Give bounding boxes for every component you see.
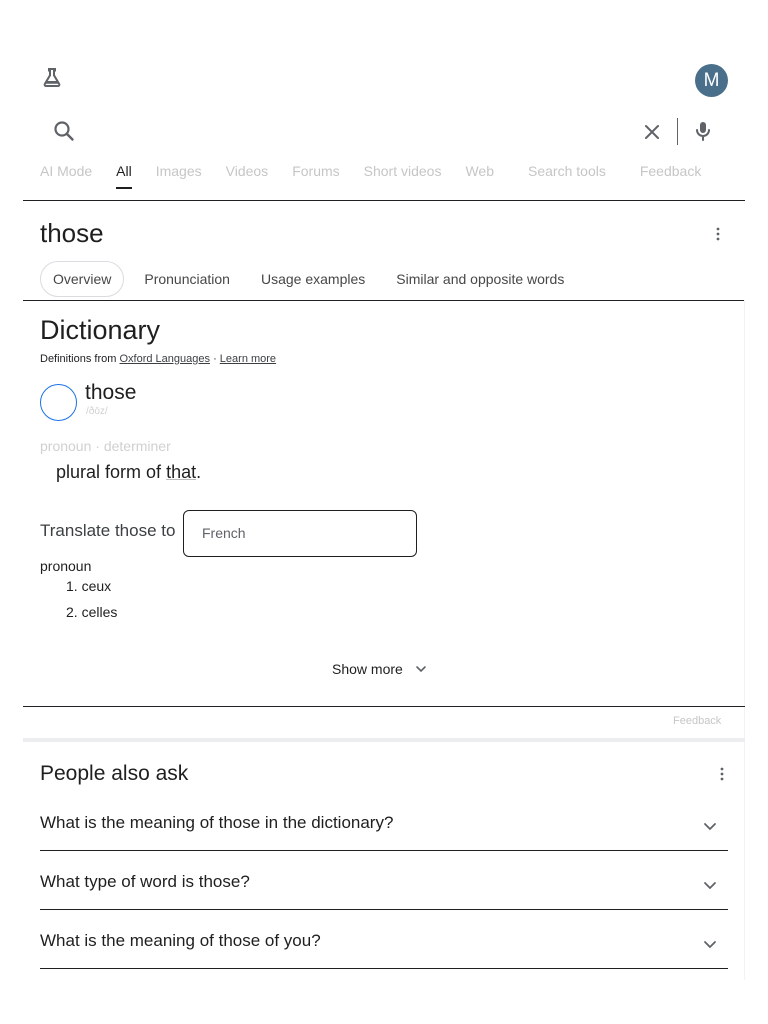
oxford-languages-link[interactable]: Oxford Languages [119,353,210,365]
dictionary-source [40,353,276,365]
clear-icon[interactable] [640,120,664,144]
chevron-down-icon [700,875,720,895]
translate-label: Translate those to [40,521,176,540]
list-item: 1. ceux [66,578,112,594]
tab-short-videos[interactable]: Short videos [363,163,442,179]
panel-border [744,300,745,980]
page-title: those [40,218,104,248]
tab-images[interactable]: Images [155,163,202,179]
chevron-down-icon [700,934,720,954]
subtabs-divider [23,300,745,301]
subtab-similar-opposite[interactable]: Similar and opposite words [396,271,565,287]
part-of-speech: pronoun · determiner [40,438,171,454]
people-also-ask-title: People also ask [40,762,189,785]
definition-xref-link[interactable]: that [166,462,197,482]
tab-ai-mode[interactable]: AI Mode [40,163,93,179]
chevron-down-icon [413,661,429,677]
tab-videos[interactable]: Videos [225,163,269,179]
definition-suffix: . [196,462,202,482]
translation-list [66,578,117,630]
tab-all[interactable]: All [116,163,132,189]
tab-web[interactable]: Web [465,163,495,179]
search-nav-tabs [40,163,725,189]
subtab-pronunciation[interactable]: Pronunciation [144,271,230,287]
chevron-down-icon [700,816,720,836]
search-bar [40,112,730,152]
list-item: 2. celles [66,604,118,620]
microphone-icon[interactable] [691,119,715,143]
paa-question-text: What is the meaning of those of you? [40,931,321,950]
term-subtabs [40,261,581,297]
dictionary-feedback-link[interactable]: Feedback [673,715,722,727]
dictionary-bottom-divider [23,706,745,707]
headword: those [85,381,137,404]
learn-more-link[interactable]: Learn more [219,353,277,365]
search-divider [677,118,678,145]
section-separator [23,738,745,742]
show-more-label: Show more [332,661,403,677]
paa-more-options-icon[interactable] [712,764,732,784]
paa-question[interactable] [40,910,728,969]
source-separator: · [213,353,217,365]
search-icon[interactable] [52,119,76,143]
definition-text: plural form of [56,462,162,482]
account-avatar[interactable]: M [695,64,728,97]
labs-flask-icon[interactable] [40,66,64,90]
search-tools-button[interactable]: Search tools [528,163,606,179]
dictionary-title: Dictionary [40,315,161,345]
definition [56,462,201,483]
paa-question[interactable] [40,851,728,910]
more-options-icon[interactable] [708,224,728,244]
paa-question[interactable] [40,792,728,851]
pronunciation-speaker-button[interactable] [40,384,77,421]
search-input[interactable] [90,118,650,146]
subtab-overview[interactable]: Overview [40,261,124,297]
subtab-usage-examples[interactable]: Usage examples [260,271,366,287]
paa-question-text: What is the meaning of those in the dictionary? [40,813,394,832]
source-prefix: Definitions from [40,353,117,365]
translate-language-select[interactable]: French [183,510,417,557]
feedback-link[interactable]: Feedback [639,163,702,179]
tab-forums[interactable]: Forums [292,163,340,179]
phonetic-text: /ðōz/ [86,406,108,417]
show-more-button[interactable] [332,661,429,677]
paa-question-text: What type of word is those? [40,872,250,891]
translation-part-of-speech: pronoun [40,558,92,574]
header-divider [23,200,745,201]
